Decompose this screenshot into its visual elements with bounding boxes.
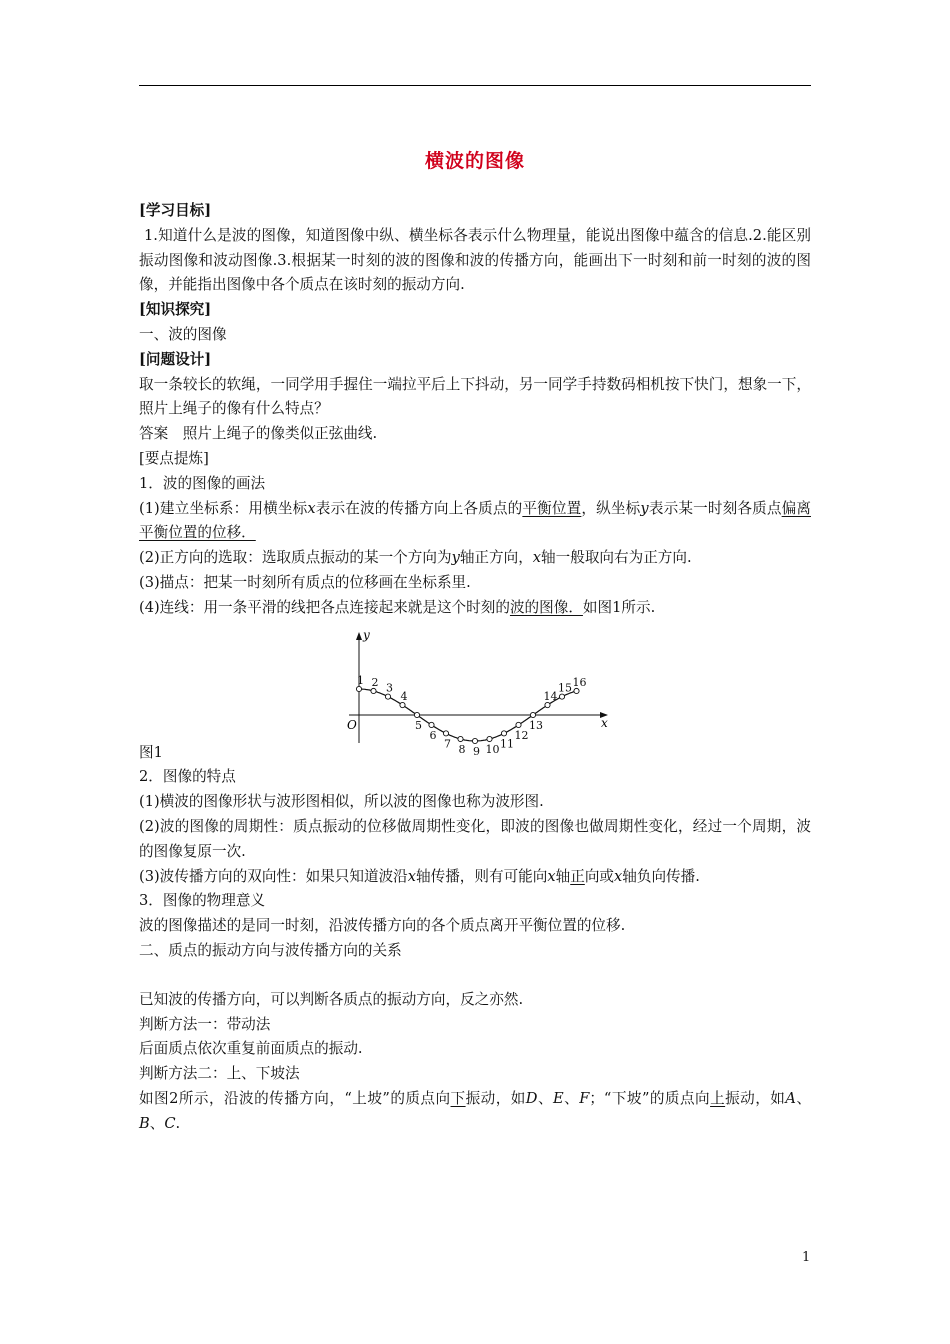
wave-point-2	[371, 688, 376, 693]
wave-point-label-5: 5	[415, 718, 422, 732]
meaning-paragraph: 波的图像描述的是同一时刻，沿波传播方向的各个质点离开平衡位置的位移.	[139, 917, 626, 935]
wave-point-16	[574, 688, 579, 693]
document-body	[139, 199, 811, 1137]
wave-point-6	[429, 722, 434, 727]
origin-label: O	[347, 717, 357, 732]
wave-graph	[345, 627, 625, 758]
step-coordinate-system: (1)建立坐标系：用横坐标x表示在波的传播方向上各质点的平衡位置，纵坐标y表示某一时刻各质点偏离平衡位置的位移．	[139, 499, 811, 542]
wave-point-label-7: 7	[444, 736, 451, 750]
wave-point-label-8: 8	[458, 742, 466, 756]
wave-point-label-9: 9	[473, 744, 480, 758]
page-title: 横波的图像	[424, 150, 525, 172]
wave-point-9	[472, 738, 477, 743]
wave-point-label-4: 4	[400, 689, 408, 703]
wave-point-5	[414, 712, 419, 717]
wave-point-14	[545, 702, 550, 707]
method-1-heading: 判断方法一：带动法	[139, 1015, 271, 1033]
wave-point-4	[400, 702, 405, 707]
wave-point-label-1: 1	[357, 673, 364, 687]
subheading-drawing: 1．波的图像的画法	[139, 474, 266, 492]
wave-point-label-14: 14	[543, 689, 558, 703]
spacer	[139, 964, 811, 988]
wave-point-15	[559, 694, 564, 699]
wave-point-8	[458, 736, 463, 741]
relation-intro: 已知波的传播方向，可以判断各质点的振动方向，反之亦然.	[139, 990, 524, 1008]
subheading-meaning: 3．图像的物理意义	[139, 892, 266, 910]
wave-point-label-11: 11	[500, 736, 514, 750]
wave-point-label-6: 6	[429, 728, 437, 742]
wave-point-3	[385, 694, 390, 699]
question-paragraph: 取一条较长的软绳，一同学用手握住一端拉平后上下抖动，另一同学手持数码相机按下快门，想象一下，照片上绳子的像有什么特点？	[139, 375, 811, 418]
wave-point-11	[501, 730, 506, 735]
wave-point-label-10: 10	[485, 742, 500, 756]
method-2-heading: 判断方法二：上、下坡法	[139, 1065, 300, 1083]
wave-point-label-16: 16	[572, 675, 587, 689]
figure-1-caption: 图1	[139, 743, 163, 761]
wave-point-13	[530, 712, 535, 717]
section-heading-question: [问题设计]	[139, 350, 212, 368]
goals-paragraph: 1.知道什么是波的图像，知道图像中纵、横坐标各表示什么物理量，能说出图像中蕴含的信息.2.能区别振动图像和波动图像.3.根据某一时刻的波的图像和波的传播方向，能画出下一时刻和前一时刻的波的图像，并能指出图像中各个质点在该时刻的振动方向.	[139, 226, 811, 294]
section-heading-points: [要点提炼]	[139, 449, 209, 467]
feature-2: (2)波的图像的周期性：质点振动的位移做周期性变化，即波的图像也做周期性变化，经过一个周期，波的图像复原一次.	[139, 817, 811, 860]
part-heading-2: 二、质点的振动方向与波传播方向的关系	[139, 941, 402, 959]
section-heading-goals: [学习目标]	[139, 202, 212, 219]
wave-point-12	[516, 722, 521, 727]
feature-1: (1)横波的图像形状与波形图相似，所以波的图像也称为波形图.	[139, 793, 544, 811]
answer-paragraph: 答案 照片上绳子的像类似正弦曲线.	[139, 425, 378, 443]
page-number: 1	[802, 1250, 811, 1265]
wave-point-10	[487, 736, 492, 741]
section-heading-explore: [知识探究]	[139, 301, 212, 319]
part-heading-1: 一、波的图像	[139, 325, 227, 343]
wave-point-label-15: 15	[558, 681, 572, 695]
wave-point-label-12: 12	[514, 728, 529, 742]
wave-point-1	[356, 686, 361, 691]
method-2-text: 如图2所示，沿波的传播方向，“上坡”的质点向下振动，如D、E、F；“下坡”的质点向上振动，如A、B、C.	[139, 1089, 811, 1132]
wave-point-label-3: 3	[386, 681, 393, 695]
step-connect: (4)连线：用一条平滑的线把各点连接起来就是这个时刻的波的图像．如图1所示.	[139, 598, 656, 616]
subheading-features: 2．图像的特点	[139, 768, 236, 786]
wave-point-label-2: 2	[371, 675, 379, 689]
step-plot-points: (3)描点：把某一时刻所有质点的位移画在坐标系里.	[139, 573, 471, 591]
wave-point-7	[443, 730, 448, 735]
y-axis-label: y	[363, 627, 370, 642]
feature-3: (3)波传播方向的双向性：如果只知道波沿x轴传播，则有可能向x轴正向或x轴负向传播.	[139, 867, 700, 885]
wave-point-label-13: 13	[529, 718, 543, 732]
method-1-text: 后面质点依次重复前面质点的振动.	[139, 1040, 363, 1058]
header-rule	[139, 85, 811, 86]
step-direction: (2)正方向的选取：选取质点振动的某一个方向为y轴正方向，x轴一般取向右为正方向.	[139, 549, 692, 567]
x-axis-label: x	[601, 715, 608, 730]
